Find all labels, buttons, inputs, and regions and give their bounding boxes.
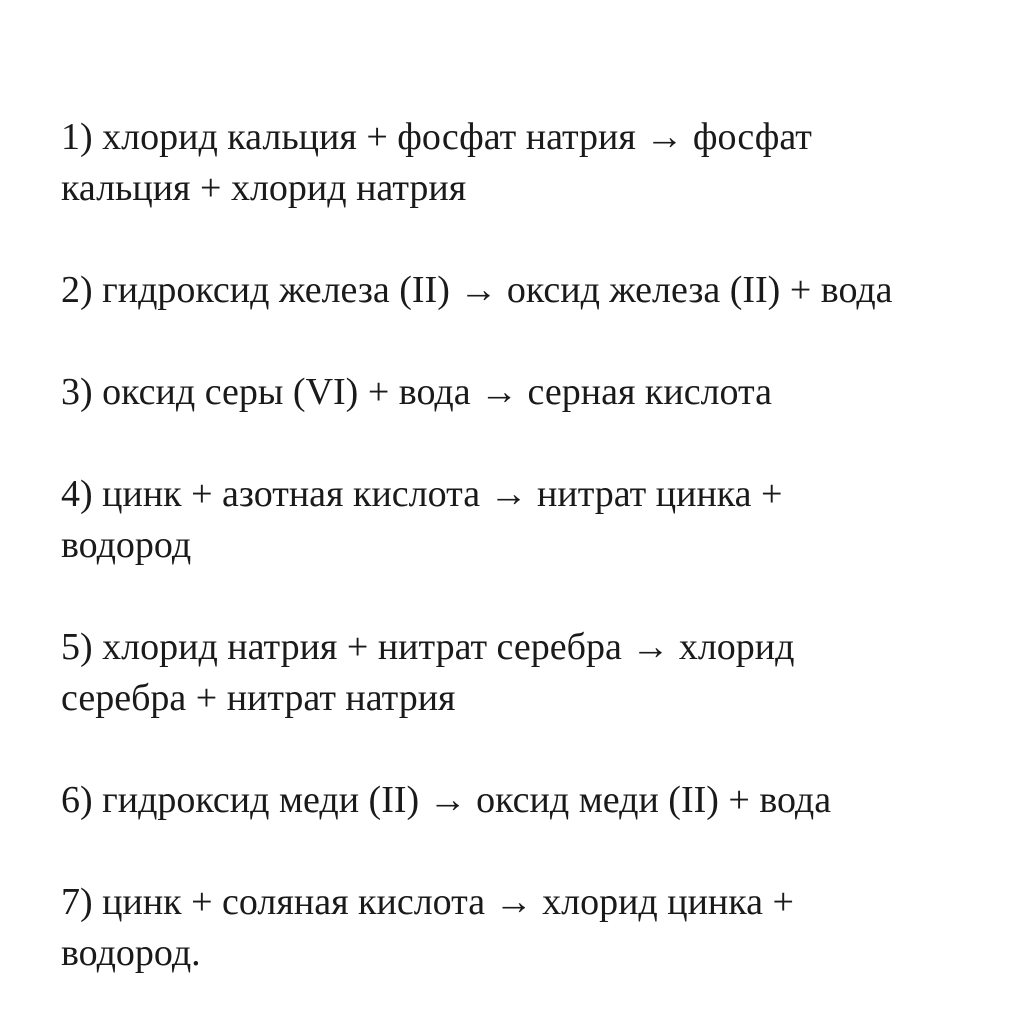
reaction-3-line-1: 3) оксид серы (VI) + вода → серная кислота bbox=[61, 371, 772, 413]
reaction-5-line-1: 5) хлорид натрия + нитрат серебра → хлорид bbox=[61, 626, 795, 668]
reaction-1 bbox=[61, 112, 981, 214]
reaction-5-line-2: серебра + нитрат натрия bbox=[61, 677, 456, 719]
reaction-2 bbox=[61, 265, 981, 316]
reaction-2-line-1: 2) гидроксид железа (II) → оксид железа (II) + вода bbox=[61, 269, 893, 311]
reaction-list bbox=[61, 112, 981, 979]
reaction-5 bbox=[61, 622, 981, 724]
reaction-4 bbox=[61, 469, 981, 571]
reaction-6-line-1: 6) гидроксид меди (II) → оксид меди (II) + вода bbox=[61, 779, 832, 821]
reaction-6 bbox=[61, 775, 981, 826]
reaction-7-line-1: 7) цинк + соляная кислота → хлорид цинка + bbox=[61, 881, 794, 923]
reaction-7 bbox=[61, 877, 981, 979]
reaction-7-line-2: водород. bbox=[61, 932, 201, 974]
reaction-4-line-1: 4) цинк + азотная кислота → нитрат цинка + bbox=[61, 473, 783, 515]
reaction-1-line-1: 1) хлорид кальция + фосфат натрия → фосфат bbox=[61, 116, 812, 158]
reaction-3 bbox=[61, 367, 981, 418]
reaction-4-line-2: водород bbox=[61, 524, 192, 566]
reaction-1-line-2: кальция + хлорид натрия bbox=[61, 167, 467, 209]
